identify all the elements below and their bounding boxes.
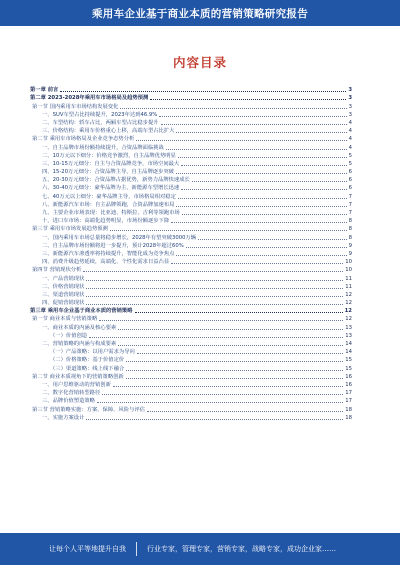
toc-entry[interactable] <box>30 216 352 224</box>
toc-page-number: 13 <box>345 324 352 331</box>
toc-leader-dots <box>126 378 344 379</box>
toc-entry[interactable] <box>30 388 352 396</box>
toc-entry-text: 二、车型结构：轿车占比，两厢车型占比稳步提升 <box>42 119 159 126</box>
toc-entry[interactable] <box>30 322 352 330</box>
toc-leader-dots <box>147 411 343 412</box>
toc-entry[interactable] <box>30 363 352 371</box>
footer-divider <box>136 542 137 556</box>
report-title: 乘用车企业基于商业本质的营销策略研究报告 <box>92 7 308 20</box>
toc-page-number: 6 <box>348 185 352 192</box>
toc-leader-dots <box>86 288 343 289</box>
toc-page-number: 16 <box>345 373 352 380</box>
toc-entry[interactable] <box>30 151 352 159</box>
toc-entry[interactable] <box>30 167 352 175</box>
toc-leader-dots <box>86 296 343 297</box>
toc-entry[interactable] <box>30 208 352 216</box>
toc-entry-text: 二、价格营销现状 <box>42 283 85 290</box>
toc-page-number: 7 <box>348 210 352 216</box>
toc-entry[interactable] <box>30 118 352 126</box>
toc-page-number: 11 <box>345 283 352 290</box>
toc-entry[interactable] <box>30 380 352 388</box>
toc-leader-dots <box>181 189 346 190</box>
toc-leader-dots <box>83 271 343 272</box>
toc-page-number: 12 <box>345 316 352 323</box>
toc-entry-text: 二、自主品牌市场份额将进一步提升，预计2028年超过60% <box>42 242 184 249</box>
toc-entry[interactable] <box>30 101 352 109</box>
footer-slogan: 让每个人平等地提升自我 <box>49 545 126 553</box>
toc-page-number: 5 <box>348 152 352 159</box>
toc-leader-dots <box>86 280 343 281</box>
toc-entry[interactable] <box>30 134 352 142</box>
toc-page-number: 8 <box>348 226 352 233</box>
toc-entry-text: 三、新能源汽车渗透率将持续提升，智能化成为竞争焦点 <box>42 250 175 257</box>
toc-leader-dots <box>176 132 346 133</box>
toc-entry[interactable] <box>30 347 352 355</box>
toc-entry[interactable] <box>30 306 352 314</box>
toc-entry-text: 二、10万元以下细分：价格竞争激烈，自主品牌优势明显 <box>42 152 176 159</box>
toc-entry[interactable] <box>30 298 352 306</box>
toc-leader-dots <box>118 345 343 346</box>
toc-page-number: 8 <box>348 218 352 225</box>
toc-leader-dots <box>166 149 347 150</box>
toc-entry-text: 第一章 前言 <box>30 87 59 94</box>
toc-page-number: 3 <box>348 95 352 102</box>
toc-entry-text: 第二节 乘用车市场格局及企业竞争态势分析 <box>32 136 135 143</box>
toc-page-number: 4 <box>348 128 352 135</box>
toc-entry-text: 二、数字化营销转型路径 <box>42 390 101 397</box>
toc-entry-text: 一、国内乘用车市场总量将稳步增长，2028年有望突破3000万辆 <box>42 234 197 241</box>
toc-entry-text: 二、营销策略的内涵与构成要素 <box>42 341 117 347</box>
toc-leader-dots <box>89 337 343 338</box>
toc-page-number: 13 <box>345 332 352 339</box>
toc-entry-text: 四、消费升级趋势延续，高端化、个性化需求日益凸显 <box>42 259 170 266</box>
toc-page-number: 10 <box>345 267 352 274</box>
toc-leader-dots <box>171 263 343 264</box>
toc-entry[interactable] <box>30 331 352 339</box>
toc-page-number: 12 <box>345 300 352 307</box>
toc-entry[interactable] <box>30 290 352 298</box>
toc-entry-text: （三）渠道策略：线上线下融合 <box>50 365 125 372</box>
toc-page-number: 8 <box>348 234 352 241</box>
toc-entry-text: （一）价值创造 <box>50 332 88 339</box>
toc-title: 内容目录 <box>172 55 227 70</box>
toc-page-number: 3 <box>348 111 352 118</box>
toc-entry-text: 三、品牌价值塑造策略 <box>42 398 95 405</box>
toc-leader-dots <box>150 99 346 100</box>
toc-entry[interactable] <box>30 110 352 118</box>
toc-entry-text: 七、40万元以上细分：豪华品牌主导，市场格局相对稳定 <box>42 193 176 200</box>
toc-page-number: 17 <box>345 390 352 397</box>
toc-page-number: 15 <box>345 357 352 364</box>
toc-page-number: 4 <box>348 144 352 151</box>
toc-entry[interactable] <box>30 355 352 363</box>
toc-entry[interactable] <box>30 126 352 134</box>
toc-entry[interactable] <box>30 413 352 421</box>
toc-page-number: 16 <box>345 381 352 388</box>
toc-leader-dots <box>176 255 346 256</box>
toc-page-number: 9 <box>348 250 352 257</box>
toc-page-number: 17 <box>345 398 352 405</box>
toc-entry[interactable] <box>30 241 352 249</box>
toc-entry-text: 第一节 国内乘用车市场结构发展变化 <box>32 103 119 110</box>
toc-page-number: 3 <box>348 87 352 94</box>
toc-entry[interactable] <box>30 273 352 281</box>
toc-leader-dots <box>181 165 346 166</box>
toc-leader-dots <box>102 394 343 395</box>
toc-page-number: 11 <box>345 275 352 282</box>
toc-entry[interactable] <box>30 372 352 380</box>
toc-entry-text: 四、促销营销现状 <box>42 300 85 307</box>
toc-entry-text: 第三节 乘用车市场发展趋势预测 <box>32 226 108 233</box>
toc-page-number: 14 <box>345 349 352 356</box>
toc-entry-text: 八、新能源汽车市场：自主品牌领跑，合资品牌加速布局 <box>42 201 175 208</box>
footer-bar <box>0 533 400 565</box>
toc-entry-text: 十、进口车市场：高端化趋势明显，市场份额逐步下降 <box>42 218 170 225</box>
toc-entry-text: 第三节 营销策略实施：方案、保障、风险与评估 <box>32 406 145 413</box>
toc-entry[interactable] <box>30 85 352 93</box>
toc-leader-dots <box>176 206 346 207</box>
toc-leader-dots <box>110 230 347 231</box>
toc-entry-text: 一、用户思维驱动的营销创新 <box>42 381 111 388</box>
toc-entry[interactable] <box>30 265 352 273</box>
toc-page-number: 12 <box>345 291 352 298</box>
toc-entry-text: 第一节 商业本质与营销策略 <box>32 316 98 323</box>
toc-leader-dots <box>86 304 343 305</box>
toc-page-number: 6 <box>348 177 352 184</box>
toc-entry[interactable] <box>30 191 352 199</box>
toc-leader-dots <box>161 124 347 125</box>
table-of-contents <box>30 85 352 421</box>
toc-entry[interactable] <box>30 224 352 232</box>
toc-entry[interactable] <box>30 249 352 257</box>
toc-entry[interactable] <box>30 93 352 101</box>
toc-leader-dots <box>135 312 343 313</box>
toc-entry[interactable] <box>30 232 352 240</box>
toc-leader-dots <box>120 108 346 109</box>
toc-entry[interactable] <box>30 200 352 208</box>
toc-leader-dots <box>176 173 347 174</box>
toc-entry[interactable] <box>30 314 352 322</box>
toc-page-number: 15 <box>345 365 352 372</box>
toc-leader-dots <box>159 116 346 117</box>
toc-entry-text: 第二章 2023-2028年乘用车市场格局及趋势预测 <box>30 95 149 102</box>
toc-page-number: 7 <box>348 201 352 208</box>
toc-leader-dots <box>86 419 343 420</box>
toc-leader-dots <box>60 91 346 92</box>
toc-leader-dots <box>99 320 343 321</box>
toc-entry[interactable] <box>30 339 352 347</box>
toc-page-number: 4 <box>348 119 352 126</box>
toc-entry-text: 四、15-20万元细分：合资品牌主导，自主品牌逐步突破 <box>42 169 174 176</box>
toc-entry-text: 第三章 乘用车企业基于商业本质的营销策略 <box>30 308 133 315</box>
toc-page-number: 3 <box>348 103 352 110</box>
toc-leader-dots <box>178 157 347 158</box>
toc-entry-text: 三、渠道营销现状 <box>42 291 85 298</box>
toc-leader-dots <box>137 353 343 354</box>
toc-entry-text: 一、SUV车型占比持续提升，2023年达到46.9% <box>42 111 158 118</box>
toc-page-number: 4 <box>348 136 352 143</box>
toc-leader-dots <box>198 239 347 240</box>
toc-leader-dots <box>97 402 343 403</box>
toc-page-number: 10 <box>345 259 352 266</box>
toc-leader-dots <box>171 222 346 223</box>
toc-page-number: 14 <box>345 341 352 347</box>
toc-page-number: 18 <box>345 406 352 413</box>
toc-entry-text: （二）价格策略：基于价值定价 <box>50 357 125 364</box>
toc-leader-dots <box>136 140 346 141</box>
toc-entry-text: 五、20-30万元细分：合资品牌占据优势，新势力品牌快速成长 <box>42 177 190 184</box>
toc-entry-text: 三、10-15万元细分：自主与合资品牌竞争，市场空间最大 <box>42 160 180 167</box>
toc-page-number: 6 <box>348 169 352 176</box>
toc-page-number: 7 <box>348 193 352 200</box>
toc-leader-dots <box>126 370 343 371</box>
toc-entry[interactable] <box>30 404 352 412</box>
toc-leader-dots <box>126 361 343 362</box>
toc-entry[interactable] <box>30 159 352 167</box>
toc-entry[interactable] <box>30 257 352 265</box>
toc-entry[interactable] <box>30 142 352 150</box>
toc-page-number: 5 <box>348 160 352 167</box>
toc-entry-text: 九、主要企业市场表现：比亚迪、特斯拉、吉利等领跑市场 <box>42 210 180 216</box>
toc-entry[interactable] <box>30 396 352 404</box>
toc-entry-text: 一、实施方案设计 <box>42 414 85 421</box>
toc-leader-dots <box>178 198 347 199</box>
toc-entry-text: 一、自主品牌市场份额持续提升，合资品牌面临挑战 <box>42 144 164 151</box>
toc-entry-text: 三、价格结构：乘用车价格重心上移，高端车型占比扩大 <box>42 128 175 135</box>
toc-page-number: 12 <box>344 308 352 315</box>
toc-entry-text: 第四节 营销现状分析 <box>32 267 82 274</box>
toc-leader-dots <box>113 386 343 387</box>
toc-leader-dots <box>192 181 347 182</box>
toc-leader-dots <box>186 247 347 248</box>
toc-entry-text: （一）产品策略：以用户需求为导向 <box>50 349 135 356</box>
footer-tagline: 行业专家，管理专家，营销专家，战略专家，成功企业家…… <box>147 545 336 553</box>
header-bar <box>0 0 400 26</box>
toc-entry-text: 第二节 商业本质视角下的营销策略创新 <box>32 373 124 380</box>
toc-entry[interactable] <box>30 183 352 191</box>
toc-leader-dots <box>118 329 343 330</box>
toc-entry-text: 一、产品营销现状 <box>42 275 85 282</box>
toc-leader-dots <box>182 214 347 215</box>
toc-entry-text: 一、商业本质的内涵及核心要素 <box>42 324 117 331</box>
toc-page-number: 18 <box>345 414 352 421</box>
toc-page-number: 9 <box>348 242 352 249</box>
toc-entry-text: 六、30-40万元细分：豪华品牌为主，新能源车型增长迅速 <box>42 185 180 192</box>
toc-entry[interactable] <box>30 175 352 183</box>
toc-entry[interactable] <box>30 282 352 290</box>
